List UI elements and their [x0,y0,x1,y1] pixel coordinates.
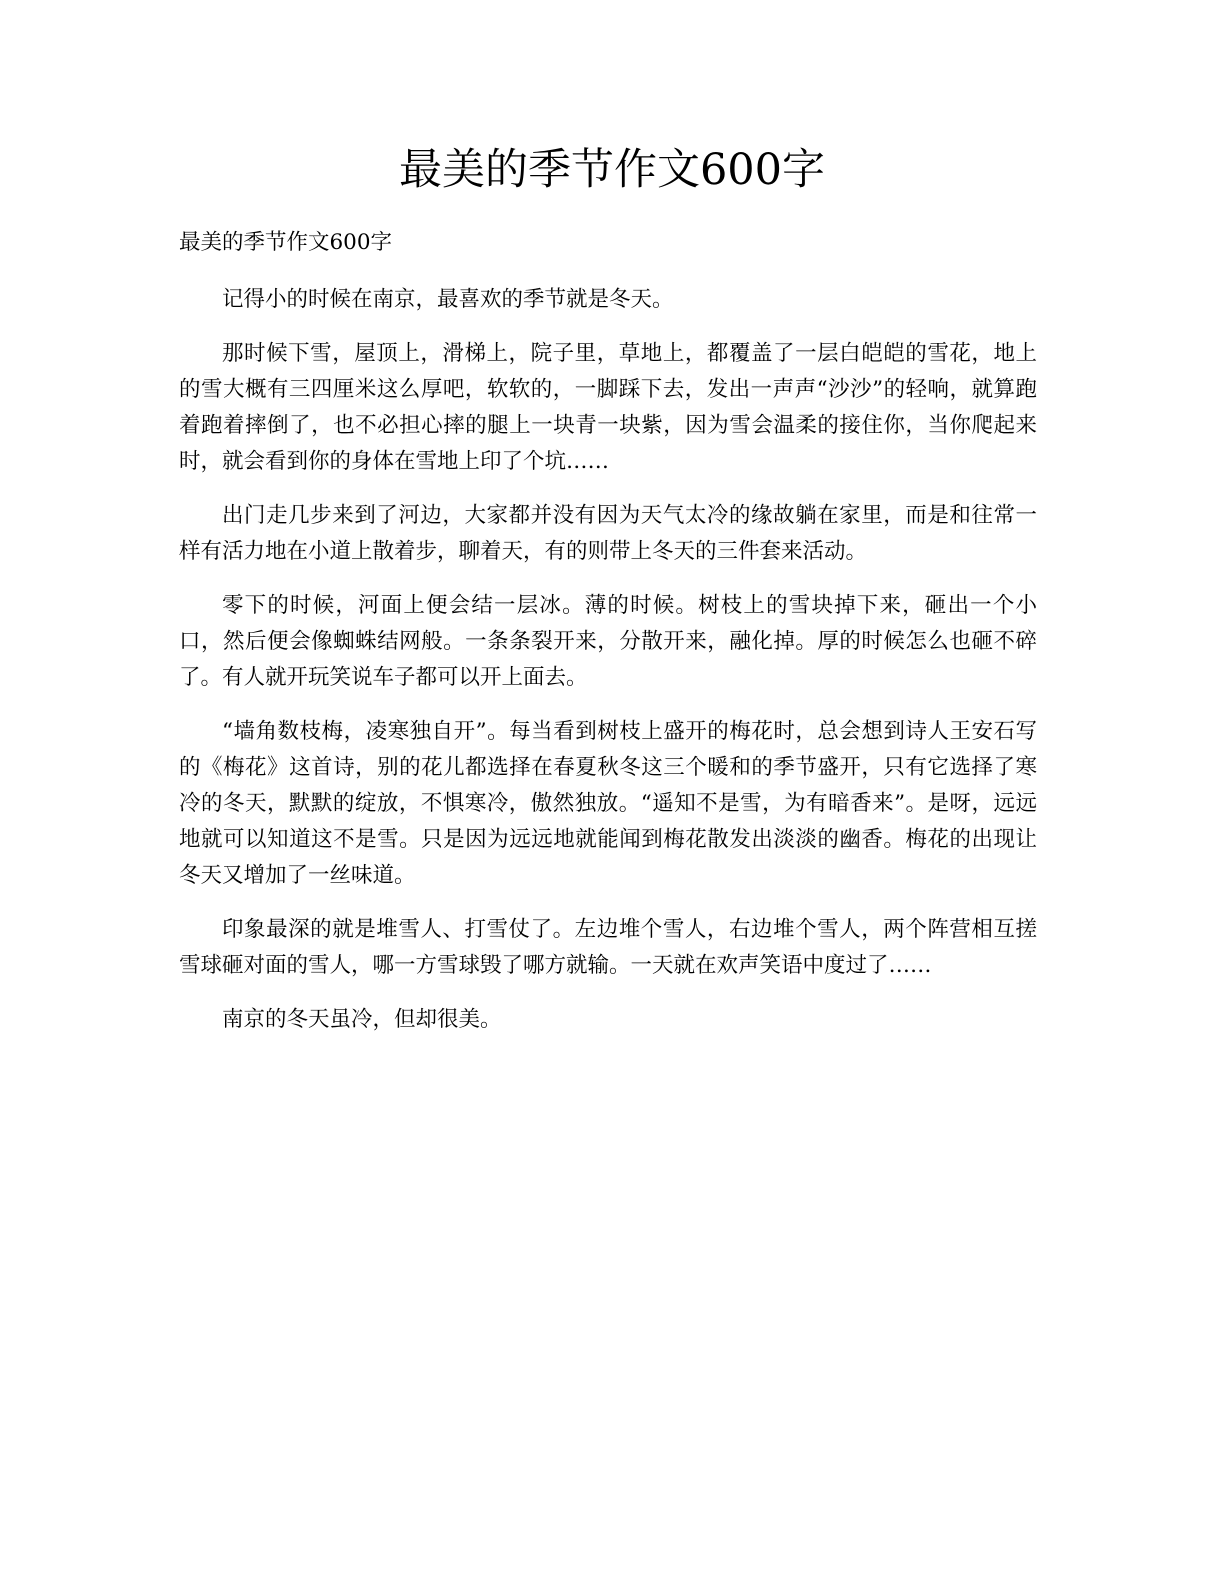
paragraph: 出门走几步来到了河边，大家都并没有因为天气太冷的缘故躺在家里，而是和往常一样有活力地在小道上散着步，聊着天，有的则带上冬天的三件套来活动。 [179,503,1037,564]
paragraph: 那时候下雪，屋顶上，滑梯上，院子里，草地上，都覆盖了一层白皑皑的雪花，地上的雪大概有三四厘米这么厚吧，软软的，一脚踩下去，发出一声声“沙沙”的轻响，就算跑着跑着摔倒了，也不必担心摔的腿上一块青一块紫，因为雪会温柔的接住你，当你爬起来时，就会看到你的身体在雪地上印了个坑…… [179,341,1037,474]
paragraph: 零下的时候，河面上便会结一层冰。薄的时候。树枝上的雪块掉下来，砸出一个小口，然后便会像蜘蛛结网般。一条条裂开来，分散开来，融化掉。厚的时候怎么也砸不碎了。有人就开玩笑说车子都可以开上面去。 [179,593,1037,690]
paragraph: “墙角数枝梅，凌寒独自开”。每当看到树枝上盛开的梅花时，总会想到诗人王安石写的《梅花》这首诗，别的花儿都选择在春夏秋冬这三个暖和的季节盛开，只有它选择了寒冷的冬天，默默的绽放，不惧寒冷，傲然独放。“遥知不是雪，为有暗香来”。是呀，远远地就可以知道这不是雪。只是因为远远地就能闻到梅花散发出淡淡的幽香。梅花的出现让冬天又增加了一丝味道。 [179,719,1037,888]
paragraph: 南京的冬天虽冷，但却很美。 [222,1007,502,1032]
paragraph: 印象最深的就是堆雪人、打雪仗了。左边堆个雪人，右边堆个雪人，两个阵营相互搓雪球砸对面的雪人，哪一方雪球毁了哪方就输。一天就在欢声笑语中度过了…… [179,917,1037,978]
document-body [179,228,1037,1056]
document-subtitle: 最美的季节作文600字 [179,230,393,255]
document-title: 最美的季节作文600字 [398,145,826,195]
paragraph: 记得小的时候在南京，最喜欢的季节就是冬天。 [222,287,674,312]
